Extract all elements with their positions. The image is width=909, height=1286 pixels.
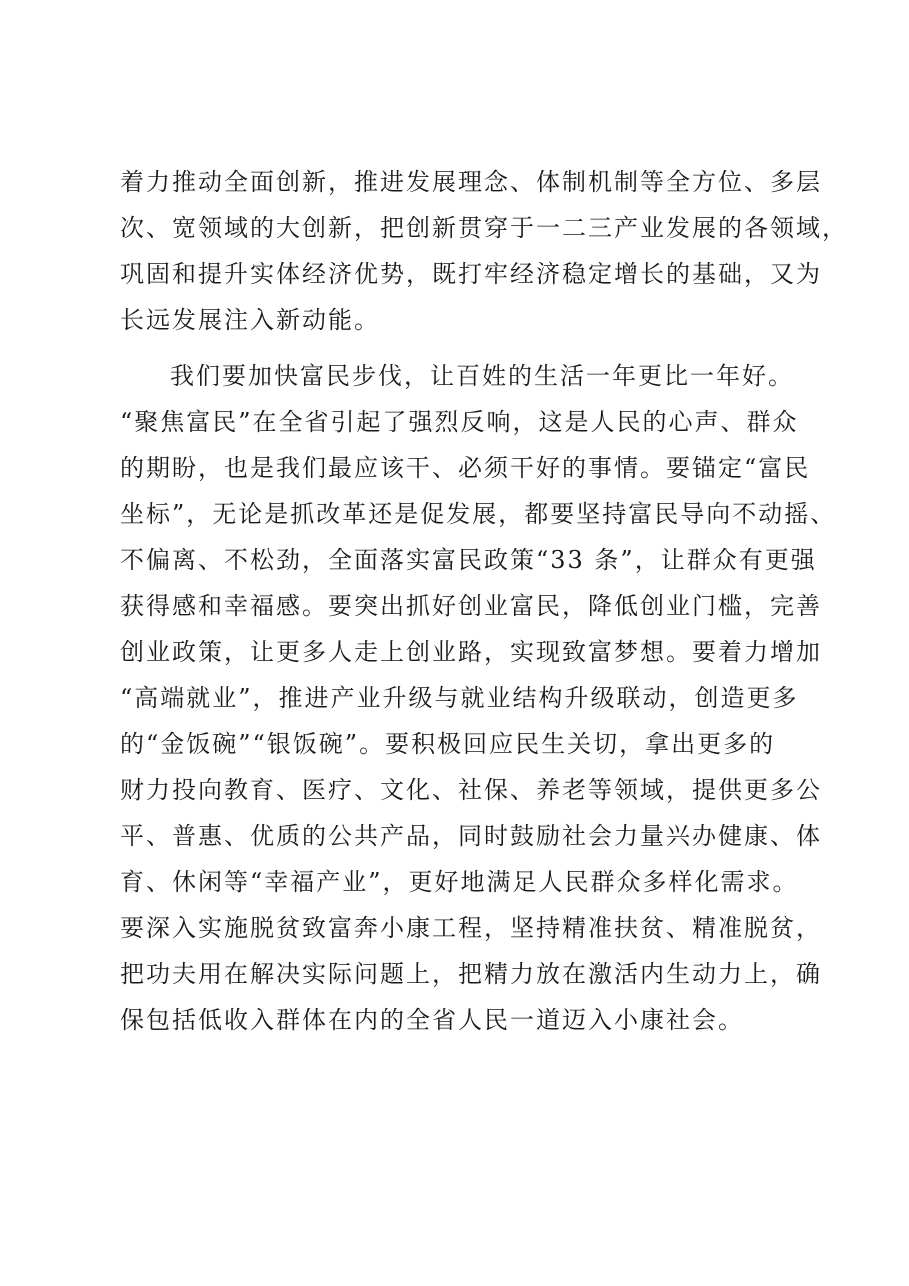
paragraph-2-line-10: 财力投向教育、医疗、文化、社保、养老等领域，提供更多公 — [120, 776, 822, 804]
paragraph-2-line-8: “高端就业”，推进产业升级与就业结构升级联动，创造更多 — [120, 684, 799, 712]
paragraph-2-line-5: 不偏离、不松劲，全面落实富民政策“33 条”，让群众有更强 — [120, 546, 817, 574]
paragraph-1-line-3: 巩固和提升实体经济优势，既打牢经济稳定增长的基础，又为 — [120, 260, 822, 288]
paragraph-2-line-12: 育、休闲等“幸福产业”，更好地满足人民群众多样化需求。 — [120, 868, 799, 896]
paragraph-2-line-1: 我们要加快富民步伐，让百姓的生活一年更比一年好。 — [170, 362, 794, 390]
paragraph-2-line-11: 平、普惠、优质的公共产品，同时鼓励社会力量兴办健康、体 — [120, 822, 822, 850]
paragraph-2-line-13: 要深入实施脱贫致富奔小康工程，坚持精准扶贫、精准脱贫， — [120, 914, 822, 942]
paragraph-2-line-9: 的“金饭碗”“银饭碗”。要积极回应民生关切，拿出更多的 — [120, 730, 776, 758]
paragraph-1-line-4: 长远发展注入新动能。 — [120, 306, 380, 334]
paragraph-2-line-7: 创业政策，让更多人走上创业路，实现致富梦想。要着力增加 — [120, 638, 822, 666]
paragraph-2-line-3: 的期盼，也是我们最应该干、必须干好的事情。要锚定“富民 — [120, 454, 811, 482]
paragraph-2-line-14: 把功夫用在解决实际问题上，把精力放在激活内生动力上，确 — [120, 960, 822, 988]
paragraph-1-line-1: 着力推动全面创新，推进发展理念、体制机制等全方位、多层 — [120, 168, 822, 196]
paragraph-2-line-2: “聚焦富民”在全省引起了强烈反响，这是人民的心声、群众 — [120, 408, 799, 436]
paragraph-2-line-4: 坐标”，无论是抓改革还是促发展，都要坚持富民导向不动摇、 — [120, 500, 837, 528]
paragraph-2-line-15: 保包括低收入群体在内的全省人民一道迈入小康社会。 — [120, 1006, 744, 1034]
paragraph-2-line-6: 获得感和幸福感。要突出抓好创业富民，降低创业门槛，完善 — [120, 592, 822, 620]
paragraph-1-line-2: 次、宽领域的大创新，把创新贯穿于一二三产业发展的各领域， — [120, 214, 848, 242]
